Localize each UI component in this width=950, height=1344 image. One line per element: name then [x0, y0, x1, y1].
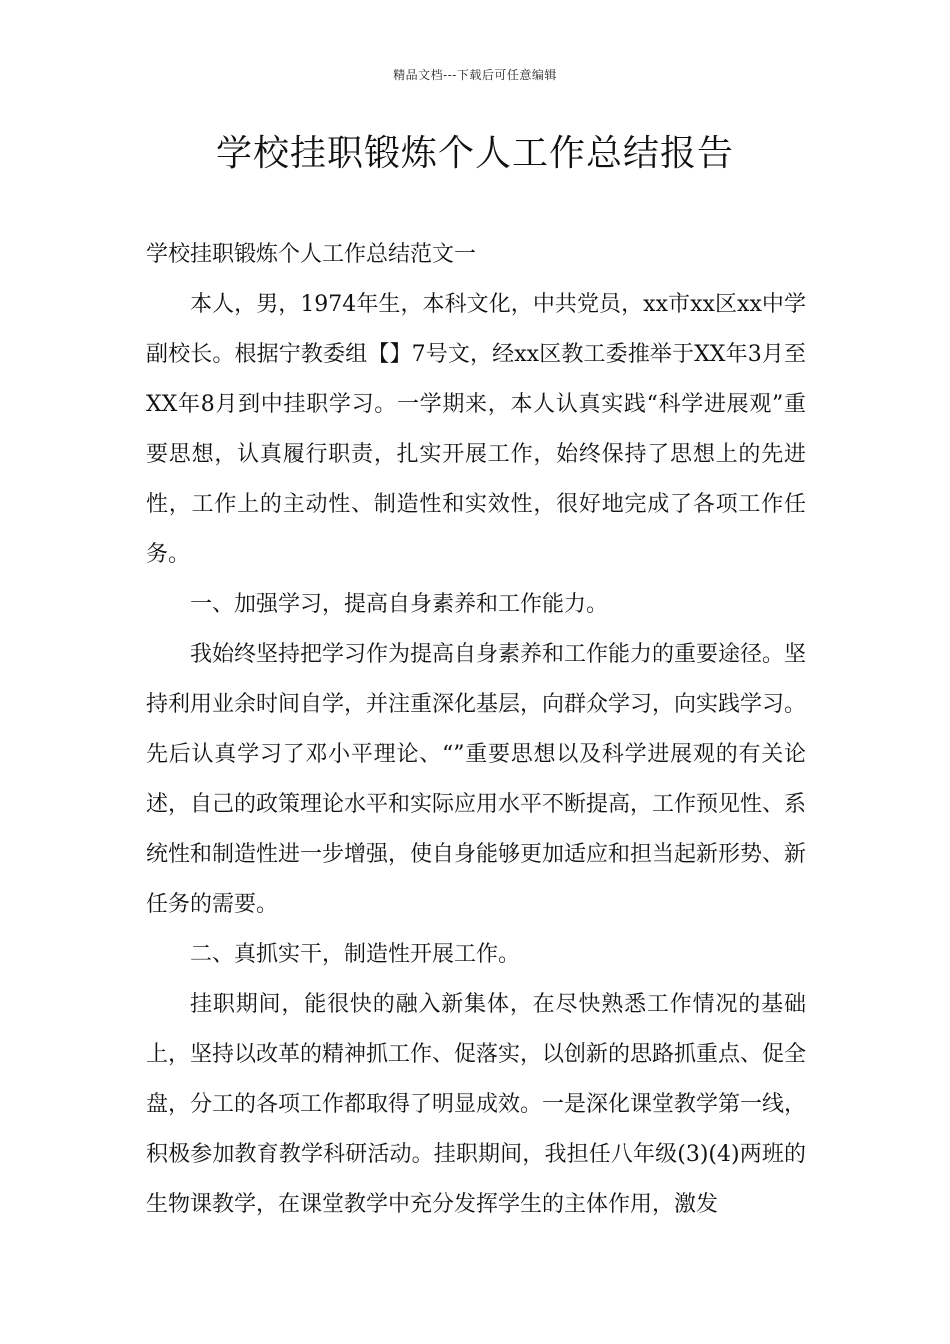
intro-paragraph: 本人，男，1974年生，本科文化，中共党员，xx市xx区xx中学副校长。根据宁教委组【】7号文，经xx区教工委推举于XX年3月至XX年8月到中挂职学习。一学期来，本人认真实践“科学进展观”重要思想，认真履行职责，扎实开展工作，始终保持了思想上的先进性，工作上的主动性、制造性和实效性，很好地完成了各项工作任务。 — [146, 292, 806, 567]
document-body — [146, 230, 806, 1230]
subtitle-paragraph: 学校挂职锻炼个人工作总结范文一 — [146, 242, 477, 267]
section-1-paragraph: 我始终坚持把学习作为提高自身素养和工作能力的重要途径。坚持利用业余时间自学，并注重深化基层，向群众学习，向实践学习。先后认真学习了邓小平理论、“”重要思想以及科学进展观的有关论述，自己的政策理论水平和实际应用水平不断提高，工作预见性、系统性和制造性进一步增强，使自身能够更加适应和担当起新形势、新任务的需要。 — [146, 642, 807, 917]
section-2-paragraph: 挂职期间，能很快的融入新集体，在尽快熟悉工作情况的基础上，坚持以改革的精神抓工作、促落实，以创新的思路抓重点、促全盘，分工的各项工作都取得了明显成效。一是深化课堂教学第一线，积极参加教育教学科研活动。挂职期间，我担任八年级(3)(4)两班的生物课教学，在课堂教学中充分发挥学生的主体作用，激发 — [146, 992, 807, 1217]
section-heading-2: 二、真抓实干，制造性开展工作。 — [190, 942, 521, 967]
header-note: 精品文档---下载后可任意编辑 — [393, 68, 557, 82]
document-title: 学校挂职锻炼个人工作总结报告 — [215, 133, 734, 174]
section-heading-1: 一、加强学习，提高自身素养和工作能力。 — [190, 592, 609, 617]
